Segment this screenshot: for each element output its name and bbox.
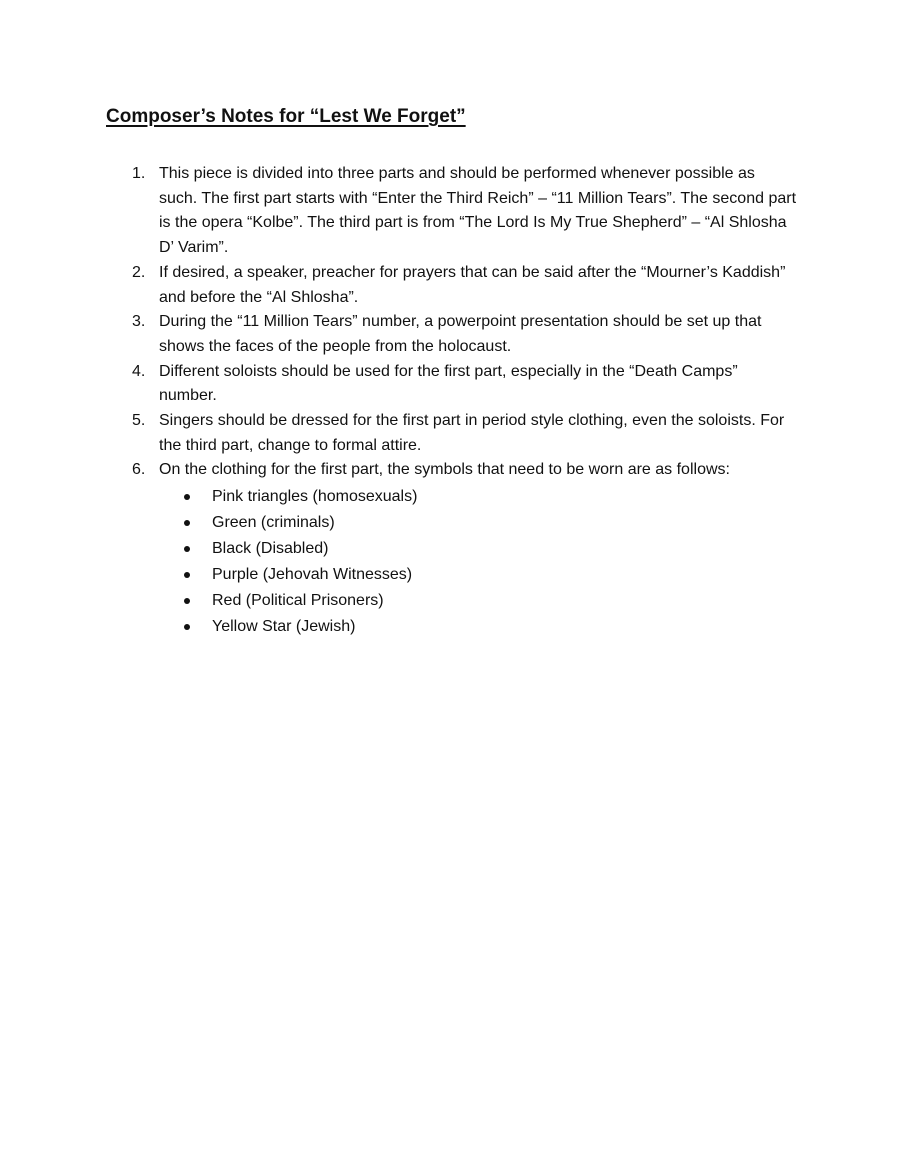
symbol-item (159, 536, 797, 562)
note-number: 1. (132, 165, 146, 182)
note-item (132, 458, 797, 640)
symbol-label: Yellow Star (Jewish) (212, 618, 356, 636)
bullet-icon (184, 624, 190, 630)
note-text: During the “11 Million Tears” number, a powerpoint presentation should be set up that shows the faces of the people from the holocaust. (159, 313, 762, 355)
note-text: On the clothing for the first part, the symbols that need to be worn are as follows: (159, 461, 730, 479)
bullet-icon (184, 494, 190, 500)
note-text: This piece is divided into three parts and should be performed whenever possible as such. The first part starts with “Enter the Third Reich” – “11 Million Tears”. The second part is the opera “Kolbe”. The third part is from “The Lord Is My True Shepherd” – “Al Shlosha D’ Varim”. (159, 165, 797, 257)
symbol-label: Pink triangles (homosexuals) (212, 488, 418, 506)
note-number: 5. (132, 412, 146, 430)
note-number: 4. (132, 362, 146, 380)
note-item (132, 310, 797, 359)
symbol-item (159, 614, 797, 640)
note-number: 2. (132, 263, 146, 281)
symbol-item (159, 510, 797, 536)
symbol-item (159, 588, 797, 614)
bullet-icon (184, 572, 190, 578)
note-text: If desired, a speaker, preacher for prayers that can be said after the “Mourner’s Kaddish” and before the “Al Shlosha”. (159, 263, 786, 306)
note-number: 3. (132, 313, 146, 331)
symbol-label: Purple (Jehovah Witnesses) (212, 566, 413, 584)
note-item (132, 409, 797, 458)
note-item (132, 261, 797, 310)
note-item (132, 162, 797, 261)
notes-list (132, 162, 797, 640)
note-text: Different soloists should be used for the first part, especially in the “Death Camps” number. (159, 362, 738, 405)
symbol-item (159, 562, 797, 588)
page-title: Composer’s Notes for “Lest We Forget” (106, 106, 466, 127)
note-text: Singers should be dressed for the first part in period style clothing, even the soloists. For the third part, change to formal attire. (159, 412, 785, 454)
bullet-icon (184, 598, 190, 604)
bullet-icon (184, 546, 190, 552)
bullet-icon (184, 520, 190, 526)
symbol-label: Green (criminals) (212, 514, 335, 532)
note-number: 6. (132, 461, 146, 479)
symbol-label: Red (Political Prisoners) (212, 592, 384, 610)
note-item (132, 360, 797, 409)
symbol-label: Black (Disabled) (212, 540, 329, 558)
symbols-list (159, 484, 797, 640)
symbol-item (159, 484, 797, 510)
